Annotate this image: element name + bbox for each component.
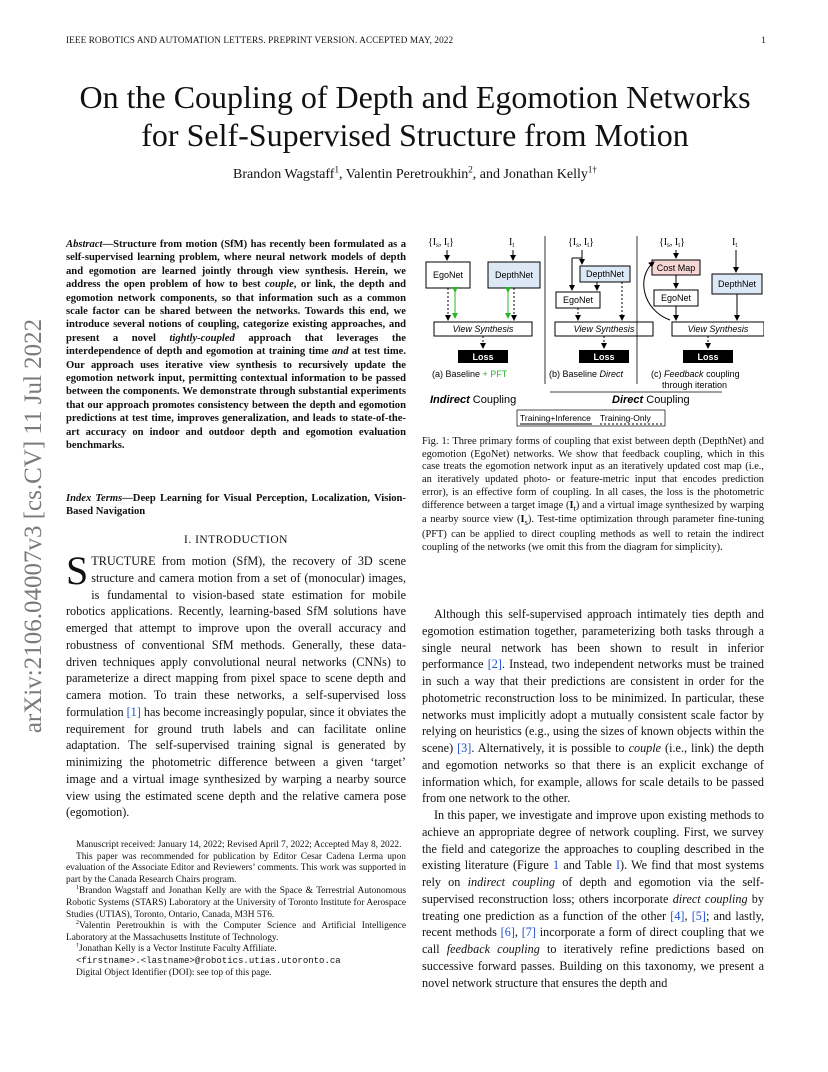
index-terms-lead: Index Terms xyxy=(66,493,123,504)
direct-coupling-title: Direct Coupling xyxy=(612,394,690,406)
author-2: Valentin Peretroukhin xyxy=(345,167,469,182)
loss-label-a: Loss xyxy=(472,352,494,362)
citation-link[interactable]: [1] xyxy=(126,704,141,719)
depthnet-label-b: DepthNet xyxy=(585,269,625,279)
abstract-and: and xyxy=(332,346,349,358)
footnote-doi: Digital Object Identifier (DOI): see top of this page. xyxy=(76,967,272,978)
depthnet-label-a: DepthNet xyxy=(494,270,534,280)
arxiv-stamp-text: arXiv:2106.04007v3 [cs.CV] 11 Jul 2022 xyxy=(20,318,47,734)
figure-1 xyxy=(422,232,764,432)
author-3-affil: 1† xyxy=(587,164,597,175)
citation-link[interactable]: [5] xyxy=(691,908,706,923)
footnote-affil-2 xyxy=(66,921,406,944)
right-column-text xyxy=(422,606,764,991)
running-header xyxy=(66,35,766,45)
legend-training-inference: Training+Inference xyxy=(520,413,591,423)
author-1: Brandon Wagstaff xyxy=(233,167,335,182)
loss-label-b: Loss xyxy=(593,352,615,362)
abstract-lead: Abstract xyxy=(66,239,103,250)
indirect-coupling-title: Indirect Coupling xyxy=(430,394,517,406)
drop-cap: S xyxy=(66,548,89,593)
paper-title xyxy=(50,78,780,154)
running-title: IEEE ROBOTICS AND AUTOMATION LETTERS. PREPRINT VERSION. ACCEPTED MAY, 2022 xyxy=(66,35,454,45)
view-synthesis-label-b: View Synthesis xyxy=(573,324,635,334)
input-pair-a: {$I_s$, $I_t$} xyxy=(428,237,454,249)
section-heading: I. INTRODUCTION xyxy=(184,534,288,546)
label-c-line-2: through iteration xyxy=(662,380,728,390)
introduction-text xyxy=(66,548,406,821)
abstract-text-1: —Structure from motion (SfM) has recently been formulated as a self-supervised learning problem, where neural network models of depth and egomotion are learned jointly through view synthesis. Herein, we address the open problem of how to best xyxy=(66,239,406,291)
page-number: 1 xyxy=(761,35,766,45)
figure-caption xyxy=(422,436,764,554)
footnotes xyxy=(66,840,406,979)
caption-source-sub: s xyxy=(524,517,528,528)
intro-text-1: TRUCTURE from motion (SfM), the recovery of 3D scene structure and camera motion from a set of (monocular) images, is fundamental to vision-based state estimation for mobile robotics applications. Recently, learning-based SfM solutions have emerged that attempt to improve upon the overall accuracy and robustness of conventional SfM methods. Generally, these data-driven techniques apply convolutional neural networks (CNNs) to parameterize a direct mapping from pixel space to scene depth and camera motion. To train these networks, a self-supervised loss formulation xyxy=(66,554,406,719)
caption-target-sub: t xyxy=(573,502,576,513)
label-a: (a) Baseline + PFT xyxy=(432,369,508,379)
index-terms-text: —Deep Learning for Visual Perception, Localization, Vision-Based Navigation xyxy=(66,493,406,518)
footnote-affil-1 xyxy=(66,886,406,921)
index-terms xyxy=(66,492,406,519)
abstract-text-4: at test time. Our approach uses iterative view synthesis to recursively update the egomotion network input, permitting contextual information to be passed between the components. We demonstrate through substantial experiments that our approach promotes consistency between the depth and egomotion predictions at test time, improves generalization, and leads to state-of-the-art accuracy on indoor and outdoor depth and egomotion evaluation benchmarks. xyxy=(66,346,406,452)
caption-text-2: ) and a virtual image synthesized by warping a nearby source view ( xyxy=(422,499,764,526)
citation-link[interactable]: [4] xyxy=(670,908,685,923)
egonet-label-a: EgoNet xyxy=(432,270,464,280)
arxiv-stamp xyxy=(12,296,56,756)
legend-training-only: Training-Only xyxy=(600,413,651,423)
intro-text-2: has become increasingly popular, since it obviates the requirement for ground truth labels and can facilitate online adaptation. The self-supervised training signal is generated by minimizing the photometric difference between a given ‘target’ image and a virtual image synthesized by warping a nearby source view using the estimated scene depth and the relative camera pose (egomotion). xyxy=(66,704,406,820)
input-pair-b: {$I_s$, $I_t$} xyxy=(568,237,594,249)
table-reference-link[interactable]: I xyxy=(615,858,621,873)
citation-link[interactable]: [6] xyxy=(500,925,515,940)
input-target-a: $I_t$ xyxy=(509,237,515,249)
egonet-label-b: EgoNet xyxy=(562,295,594,305)
footnote-vector xyxy=(66,944,406,956)
depthnet-label-c: DepthNet xyxy=(717,279,757,289)
footnote-affil-2-text: Valentin Peretroukhin is with the Computer Science and Artificial Intelligence Laboratory at the Massachusetts Institute of Technology. xyxy=(66,921,406,943)
footnote-received: Manuscript received: January 14, 2022; Revised April 7, 2022; Accepted May 8, 2022. xyxy=(76,840,402,850)
caption-text-1: Fig. 1: Three primary forms of coupling that exist between depth (DepthNet) and egomotion (EgoNet) networks. We show that feedback coupling, which in this case treats the egomotion network input as an iteratively updated cost map (i.e., an iteratively updated photo- or feature-metric input that encodes prediction error), is an effective form of coupling. In all cases, the loss is the photometric difference between a target image ( xyxy=(422,436,764,511)
author-2-affil: 2 xyxy=(468,164,473,175)
caption-target-symbol: I xyxy=(569,499,574,511)
view-synthesis-label-a: View Synthesis xyxy=(452,324,514,334)
author-1-affil: 1 xyxy=(334,164,339,175)
author-list: Brandon Wagstaff$^1$, Valentin Peretroukhin$^2$, and Jonathan Kelly$^{1\dagger}$ xyxy=(233,164,597,182)
caption-text-3: ). Test-time optimization through parameter fine-tuning (PFT) can be applied to direct coupling methods as well to retain the indirect coupling of the networks (we omit this from the diagram for simplicity). xyxy=(422,514,764,553)
caption-source-symbol: I xyxy=(520,514,525,526)
abstract-text-3: approach that leverages the interdependence of depth and egomotion at training time xyxy=(66,332,406,358)
footnote-marker: † xyxy=(76,943,80,950)
abstract-tightly-coupled: tightly-coupled xyxy=(169,332,235,344)
costmap-label-c: Cost Map xyxy=(656,263,696,273)
input-pair-c: {$I_s$, $I_t$} xyxy=(659,237,685,249)
abstract-couple: couple xyxy=(264,279,294,291)
loss-label-c: Loss xyxy=(697,352,719,362)
abstract-text-2: , or link, the depth and egomotion network components, so that information such as a common scale factor can be shared between the networks. Towards this end, we introduce several notions of coupling, categorize existing approaches, and present a novel xyxy=(66,279,406,344)
abstract xyxy=(66,238,406,453)
citation-link[interactable]: [3] xyxy=(457,741,472,755)
paragraph-1: Although this self-supervised approach intimately ties depth and egomotion estimation together, parameterizing both tasks through a single neural network has been shown to result in inferior performance [2]. Instead, two independent networks must be trained in such a way that their predictions are consistent in order for the photometric reconstruction loss to be minimized. In particular, these networks must implicitly adopt a mutually consistent scale factor by relying on heuristics (e.g., using the sizes of known objects within the scene) [3]. Alternatively, it is possible to couple (i.e., link) the depth and egomotion networks so that there is an explicit exchange of information which, for example, allows for scale details to be passed from one network to the other. xyxy=(422,607,765,806)
figure-reference-link[interactable]: 1 xyxy=(553,858,560,873)
footnote-email xyxy=(66,956,406,968)
citation-link[interactable]: [2] xyxy=(487,657,502,672)
footnote-editor: This paper was recommended for publication by Editor Cesar Cadena Lerma upon evaluation of the Associate Editor and Reviewers’ comments. This work was supported in part by the Canada Research Chairs program. xyxy=(66,851,406,885)
coupling-diagram xyxy=(422,232,764,432)
email-address[interactable]: <firstname>.<lastname>@robotics.utias.utoronto.ca xyxy=(76,955,341,966)
author-3: and Jonathan Kelly xyxy=(479,167,588,182)
footnote-marker: 1 xyxy=(76,885,80,892)
view-synthesis-label-c: View Synthesis xyxy=(687,324,749,334)
egonet-label-c: EgoNet xyxy=(660,293,692,303)
paragraph-2: In this paper, we investigate and improve upon existing methods to achieve an appropriate degree of network coupling. First, we survey the field and categorize the approaches to coupling described in the existing literature (Figure 1 and Table I). We find that most systems rely on indirect coupling of depth and egomotion via the self-supervised reconstruction loss; others incorporate direct coupling by treating one prediction as a function of the other [4], [5]; and lastly, recent methods [6], [7] incorporate a form of direct coupling that we call feedback coupling to iteratively refine predictions based on successive forward passes. Building on this taxonomy, we present a novel network structure that ensures the depth and xyxy=(422,808,765,990)
citation-link[interactable]: [7] xyxy=(521,925,536,940)
label-b: (b) Baseline Direct xyxy=(549,369,624,379)
footnote-marker: 2 xyxy=(76,920,80,927)
title-line-1: On the Coupling of Depth and Egomotion Networks xyxy=(79,79,751,115)
footnote-affil-1-text: Brandon Wagstaff and Jonathan Kelly are with the Space & Terrestrial Autonomous Robotic Systems (STARS) Laboratory at the University of Toronto Institute for Aerospace Studies (UTIAS), Toronto, Ontario, Canada, M3H 5T6. xyxy=(66,886,406,920)
label-c: (c) Feedback coupling xyxy=(651,369,740,379)
title-line-2: for Self-Supervised Structure from Motion xyxy=(141,117,689,153)
input-target-c: $I_t$ xyxy=(732,237,738,249)
footnote-vector-text: Jonathan Kelly is a Vector Institute Faculty Affiliate. xyxy=(79,944,277,955)
